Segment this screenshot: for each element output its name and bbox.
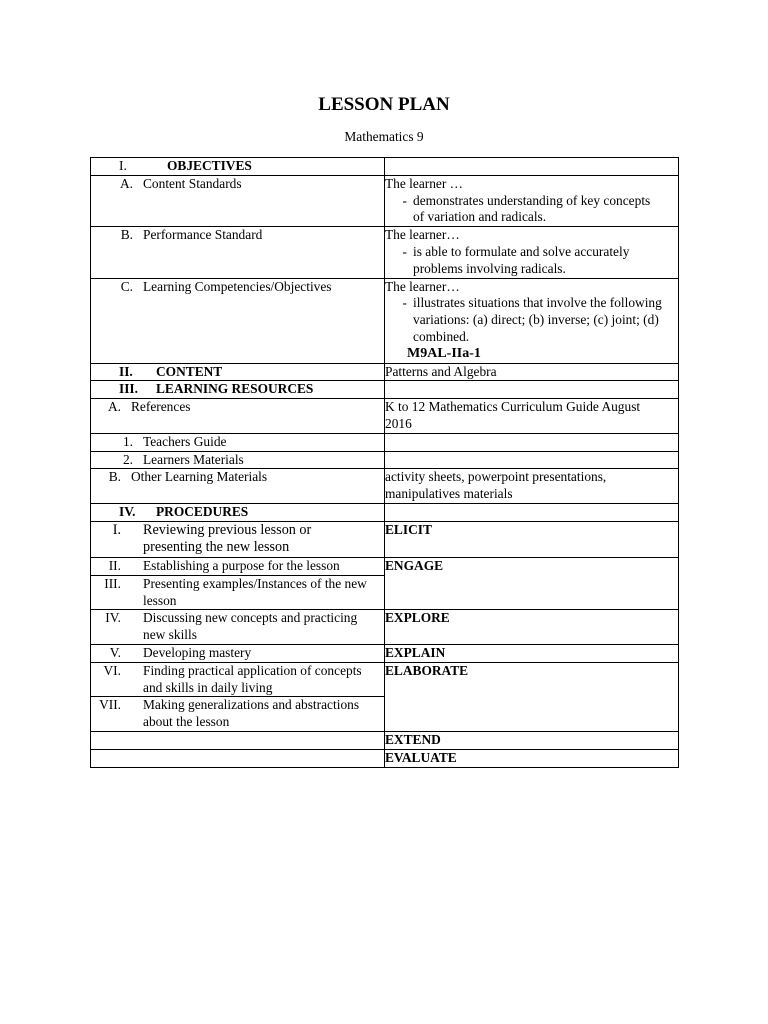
content-number-text: II.: [119, 363, 133, 379]
procedure-step-cell: [91, 521, 385, 557]
content-standards-value-cell: [385, 175, 679, 226]
bullet-text: illustrates situations that involve the following: [413, 295, 662, 311]
other-materials-value-line1: activity sheets, powerpoint presentations,: [385, 469, 607, 485]
step-text-line1: Finding practical application of concepts: [143, 662, 362, 678]
other-materials-value-line2: manipulatives materials: [385, 486, 513, 502]
competencies-number: C.: [120, 278, 133, 294]
references-row: [91, 399, 679, 434]
content-standards-row: [91, 175, 679, 226]
step-text-line1: Discussing new concepts and practicing: [143, 610, 358, 626]
resources-number: [91, 381, 143, 398]
procedure-step-row: [91, 610, 679, 645]
step-text-line1: Presenting examples/Instances of the new: [143, 575, 367, 591]
procedure-step-cell: [91, 697, 385, 732]
page-subtitle: Mathematics 9: [344, 129, 424, 144]
content-standards-list: [385, 193, 678, 227]
procedure-step-cell: [91, 557, 385, 575]
objectives-number: I.: [119, 158, 127, 173]
competencies-label: Learning Competencies/Objectives: [143, 278, 332, 294]
lesson-plan-table: [90, 157, 679, 768]
procedure-step-cell: [91, 575, 385, 610]
phase-evaluate: EVALUATE: [385, 749, 457, 765]
list-item: [385, 193, 678, 210]
content-value-cell: [385, 363, 679, 381]
step-text-line2: and skills in daily living: [143, 679, 273, 695]
competencies-row: [91, 278, 679, 363]
teachers-guide-label: Teachers Guide: [143, 433, 227, 449]
content-value: Patterns and Algebra: [385, 363, 497, 379]
step-text: [143, 522, 384, 556]
dash-bullet: -: [402, 243, 407, 259]
bullet-spacer: [385, 209, 413, 226]
step-number: III.: [104, 575, 121, 591]
references-value-cell: [385, 399, 679, 434]
step-text: [143, 663, 384, 697]
phase-extend: EXTEND: [385, 731, 441, 747]
phase-cell: [385, 662, 679, 731]
phase-cell: [385, 521, 679, 557]
list-item: [385, 244, 678, 261]
references-number: A.: [107, 399, 121, 415]
bullet-spacer: [385, 312, 413, 329]
competencies-list: [385, 295, 678, 345]
bullet-text: variations: (a) direct; (b) inverse; (c) joint; (d): [413, 312, 659, 328]
learners-materials-label: Learners Materials: [143, 451, 244, 467]
step-number: VII.: [99, 697, 121, 713]
step-text-line1: Making generalizations and abstractions: [143, 697, 360, 713]
other-materials-number: B.: [108, 469, 121, 485]
teachers-guide-label-cell: [91, 433, 385, 451]
references-label: References: [131, 399, 191, 415]
learners-materials-number: 2.: [122, 451, 133, 467]
step-text-line2: lesson: [143, 592, 177, 608]
list-item: [385, 312, 678, 329]
phase-elicit: ELICIT: [385, 521, 432, 537]
step-text-line1: Establishing a purpose for the lesson: [143, 557, 340, 573]
objectives-heading: OBJECTIVES: [167, 158, 252, 173]
step-text-line2: presenting the new lesson: [143, 538, 290, 555]
phase-cell: [385, 749, 679, 767]
procedure-step-cell: [91, 644, 385, 662]
performance-standard-value-cell: [385, 227, 679, 278]
performance-standard-label-cell: [91, 227, 385, 278]
references-value-line1: K to 12 Mathematics Curriculum Guide August: [385, 399, 641, 415]
phase-engage: ENGAGE: [385, 557, 444, 573]
performance-standard-label: Performance Standard: [143, 227, 263, 243]
extend-empty-cell: [91, 731, 385, 749]
bullet-spacer: [385, 329, 413, 346]
procedure-step-row: [91, 521, 679, 557]
procedures-number-text: IV.: [119, 503, 136, 519]
resources-header-row: [91, 381, 679, 399]
step-text-line1: Developing mastery: [143, 644, 252, 660]
procedures-header-cell: [91, 503, 385, 521]
resources-header-cell: [91, 381, 385, 399]
content-number: [91, 364, 143, 381]
other-materials-label-cell: [91, 469, 385, 504]
resources-heading: LEARNING RESOURCES: [156, 381, 314, 397]
resources-number-text: III.: [119, 381, 138, 397]
step-number: II.: [108, 557, 121, 573]
list-item: [385, 295, 678, 312]
procedures-header-row: [91, 503, 679, 521]
performance-standard-intro: The learner…: [385, 227, 460, 243]
procedures-number: [91, 504, 143, 521]
bullet-text: is able to formulate and solve accurately: [413, 243, 630, 259]
objectives-header-cell: [91, 158, 385, 176]
content-label-cell: [91, 363, 385, 381]
bullet-text: combined.: [413, 328, 470, 344]
phase-elaborate: ELABORATE: [385, 662, 469, 678]
procedure-step-row: [91, 557, 679, 575]
dash-bullet: -: [402, 192, 407, 208]
step-text: [143, 610, 384, 644]
competencies-value-cell: [385, 278, 679, 363]
performance-standard-number: B.: [120, 227, 133, 243]
content-heading: CONTENT: [156, 363, 223, 379]
step-number: VI.: [103, 662, 121, 678]
evaluate-row: [91, 749, 679, 767]
teachers-guide-value-cell: [385, 433, 679, 451]
step-text-line2: new skills: [143, 627, 197, 643]
content-row: [91, 363, 679, 381]
content-standards-intro: The learner …: [385, 175, 464, 191]
content-standards-label-cell: [91, 175, 385, 226]
procedure-step-cell: [91, 662, 385, 697]
other-materials-value-cell: [385, 469, 679, 504]
step-text-line2: about the lesson: [143, 714, 230, 730]
bullet-text: problems involving radicals.: [413, 260, 566, 276]
performance-standard-list: [385, 244, 678, 278]
performance-standard-row: [91, 227, 679, 278]
content-standards-number: A.: [119, 175, 133, 191]
page-title: LESSON PLAN: [318, 94, 450, 115]
content-standards-label: Content Standards: [143, 175, 242, 191]
step-number: I.: [112, 521, 121, 538]
extend-row: [91, 731, 679, 749]
phase-explore: EXPLORE: [385, 610, 450, 626]
teachers-guide-row: [91, 433, 679, 451]
competencies-intro: The learner…: [385, 278, 460, 294]
procedure-step-row: [91, 662, 679, 697]
learners-materials-label-cell: [91, 451, 385, 469]
phase-cell: [385, 731, 679, 749]
procedure-step-row: [91, 644, 679, 662]
other-materials-row: [91, 469, 679, 504]
step-number: IV.: [105, 610, 121, 626]
objectives-header-empty: [385, 158, 679, 176]
phase-cell: [385, 557, 679, 609]
list-item: [385, 261, 678, 278]
list-item: [385, 329, 678, 346]
bullet-text: of variation and radicals.: [413, 209, 547, 225]
procedures-heading: PROCEDURES: [156, 503, 249, 519]
resources-header-empty: [385, 381, 679, 399]
learners-materials-value-cell: [385, 451, 679, 469]
evaluate-empty-cell: [91, 749, 385, 767]
dash-bullet: -: [402, 295, 407, 311]
step-text-line1: Reviewing previous lesson or: [143, 521, 312, 538]
other-materials-label: Other Learning Materials: [131, 469, 268, 485]
step-text: [143, 697, 384, 731]
bullet-text: demonstrates understanding of key concepts: [413, 192, 651, 208]
phase-cell: [385, 610, 679, 645]
references-label-cell: [91, 399, 385, 434]
phase-explain: EXPLAIN: [385, 644, 446, 660]
procedure-step-cell: [91, 610, 385, 645]
objectives-header-row: [91, 158, 679, 176]
step-text: [143, 576, 384, 610]
list-item: [385, 209, 678, 226]
procedures-header-empty: [385, 503, 679, 521]
competencies-label-cell: [91, 278, 385, 363]
step-number: V.: [109, 644, 121, 660]
teachers-guide-number: 1.: [122, 433, 133, 449]
bullet-spacer: [385, 261, 413, 278]
references-value-line2: 2016: [385, 415, 412, 431]
learners-materials-row: [91, 451, 679, 469]
competency-code: M9AL-IIa-1: [407, 345, 481, 361]
phase-cell: [385, 644, 679, 662]
